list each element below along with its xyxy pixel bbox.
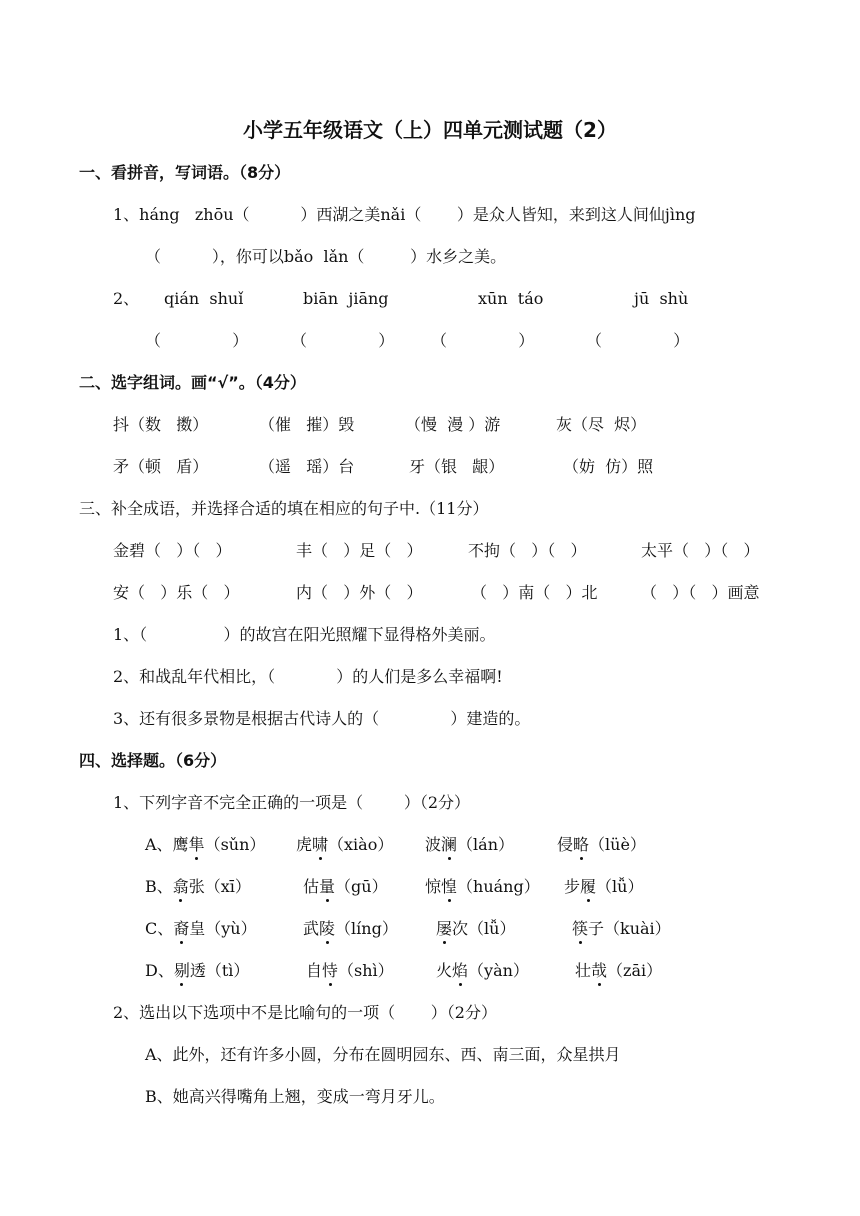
s4-q1-option-item (145, 960, 249, 982)
option-text: 张（xī） (188, 877, 251, 896)
option-text: 皇（yù） (189, 919, 257, 938)
s2-choice: （慢 漫 ）游 (405, 415, 501, 434)
s4-q1-option-item (145, 918, 257, 940)
s3-idiom: 内（ ）外（ ） (296, 583, 423, 602)
s3-idiom: 安（ ）乐（ ） (113, 583, 240, 602)
s2-choice: 抖（数 擞） (113, 415, 209, 434)
s4-q2-option-b: B、她高兴得嘴角上翘，变成一弯月牙儿。 (145, 1087, 445, 1106)
s1-q2-pinyin-1: qián shuǐ (164, 289, 244, 308)
section-3-heading: 三、补全成语，并选择合适的填在相应的句子中.（11分） (79, 499, 489, 518)
s4-q1-option-item (425, 876, 540, 898)
option-text: C、 (145, 919, 174, 938)
s1-q1-line2: （ ），你可以bǎo lǎn（ ）水乡之美。 (145, 247, 507, 266)
option-text: 次（lǚ） (452, 919, 516, 938)
dotted-character: 澜 (441, 835, 458, 854)
s4-q1-option-item (564, 876, 643, 898)
s2-choice: 矛（顿 盾） (113, 457, 209, 476)
dotted-character: 略 (573, 835, 590, 854)
option-text: （shì） (338, 961, 394, 980)
option-text: 火 (436, 961, 453, 980)
option-text: 步 (564, 877, 581, 896)
option-text: A、鹰 (145, 835, 189, 854)
dotted-character: 翕 (172, 877, 189, 896)
s4-q1-option-item (303, 918, 398, 940)
s3-q1: 1、（ ）的故宫在阳光照耀下显得格外美丽。 (113, 625, 496, 644)
s3-q2: 2、和战乱年代相比，（ ）的人们是多么幸福啊! (113, 667, 503, 686)
section-4-heading: 四、选择题。（6分） (79, 751, 227, 770)
option-text: 武 (303, 919, 320, 938)
s3-idiom: 丰（ ）足（ ） (296, 541, 423, 560)
s4-q1-option-item (575, 960, 662, 982)
s4-q1: 1、下列字音不完全正确的一项是（ ）（2分） (113, 793, 471, 812)
s4-q1-option-item (296, 834, 393, 856)
option-text: （lǚ） (596, 877, 644, 896)
dotted-character: 哉 (591, 961, 608, 980)
dotted-character: 焰 (452, 961, 469, 980)
option-text: （xiào） (328, 835, 394, 854)
section-2-heading: 二、选字组词。画“√”。（4分） (79, 373, 306, 392)
option-text: （lán） (457, 835, 514, 854)
option-text: （líng） (335, 919, 398, 938)
dotted-character: 隼 (188, 835, 205, 854)
s1-q2-blank-2: （ ） (291, 331, 395, 350)
s3-idiom: （ ）南（ ）北 (471, 583, 598, 602)
option-text: （sǔn） (204, 835, 266, 854)
option-text: B、 (145, 877, 173, 896)
s3-idiom: （ ）（ ）画意 (641, 583, 760, 602)
option-text: （gū） (335, 877, 388, 896)
option-text: 波 (425, 835, 442, 854)
s4-q2: 2、选出以下选项中不是比喻句的一项（ ）（2分） (113, 1003, 497, 1022)
dotted-character: 啸 (312, 835, 329, 854)
s3-idiom: 太平（ ）（ ） (641, 541, 760, 560)
dotted-character: 惶 (441, 877, 458, 896)
option-text: 壮 (575, 961, 592, 980)
s1-q2-pinyin-2: biān jiāng (303, 289, 389, 308)
s4-q1-option-item (145, 876, 251, 898)
s2-choice: 灰（尽 烬） (556, 415, 647, 434)
section-1-heading: 一、看拼音，写词语。（8分） (79, 163, 291, 182)
s1-q2-pinyin-3: xūn táo (478, 289, 544, 308)
s1-q2-blank-3: （ ） (431, 331, 535, 350)
option-text: 虎 (296, 835, 313, 854)
option-text: （huáng） (457, 877, 540, 896)
s2-choice: （遥 瑶）台 (259, 457, 355, 476)
s4-q1-option-item (557, 834, 646, 856)
dotted-character: 量 (319, 877, 336, 896)
s4-q1-option-item (425, 834, 514, 856)
s2-choice: （催 摧）毁 (259, 415, 355, 434)
s3-idiom: 金碧（ ）（ ） (113, 541, 232, 560)
s4-q1-option-item (303, 876, 388, 898)
dotted-character: 筷 (572, 919, 589, 938)
s4-q1-option-item (436, 960, 529, 982)
s1-q1-line1: 1、háng zhōu（ ）西湖之美nǎi（ ）是众人皆知，来到这人间仙jìng (113, 205, 696, 224)
s4-q1-option-item (306, 960, 394, 982)
option-text: 自 (306, 961, 323, 980)
option-text: 子（kuài） (588, 919, 671, 938)
s4-q1-option-item (145, 834, 265, 856)
s4-q2-option-a: A、此外，还有许多小圆，分布在圆明园东、西、南三面，众星拱月 (145, 1045, 621, 1064)
option-text: 侵 (557, 835, 574, 854)
dotted-character: 裔 (173, 919, 190, 938)
dotted-character: 剔 (173, 961, 190, 980)
s4-q1-option-item (572, 918, 671, 940)
s1-q2-blank-1: （ ） (145, 331, 249, 350)
dotted-character: 履 (580, 877, 597, 896)
option-text: （zāi） (607, 961, 663, 980)
s1-q2-blank-4: （ ） (586, 331, 690, 350)
s3-idiom: 不拘（ ）（ ） (468, 541, 587, 560)
s2-choice: （妨 仿）照 (563, 457, 654, 476)
option-text: （lüè） (589, 835, 646, 854)
option-text: （yàn） (468, 961, 529, 980)
s4-q1-option-item (436, 918, 515, 940)
option-text: 估 (303, 877, 320, 896)
option-text: D、 (145, 961, 174, 980)
page-title: 小学五年级语文（上）四单元测试题（2） (243, 118, 617, 142)
dotted-character: 恃 (322, 961, 339, 980)
option-text: 惊 (425, 877, 442, 896)
dotted-character: 屡 (436, 919, 453, 938)
option-text: 透（tì） (189, 961, 250, 980)
s2-choice: 牙（银 龈） (409, 457, 505, 476)
dotted-character: 陵 (319, 919, 336, 938)
s3-q3: 3、还有很多景物是根据古代诗人的（ ）建造的。 (113, 709, 531, 728)
s1-q2-pinyin-4: jū shù (634, 289, 689, 308)
s1-q2-number: 2、 (113, 289, 140, 308)
